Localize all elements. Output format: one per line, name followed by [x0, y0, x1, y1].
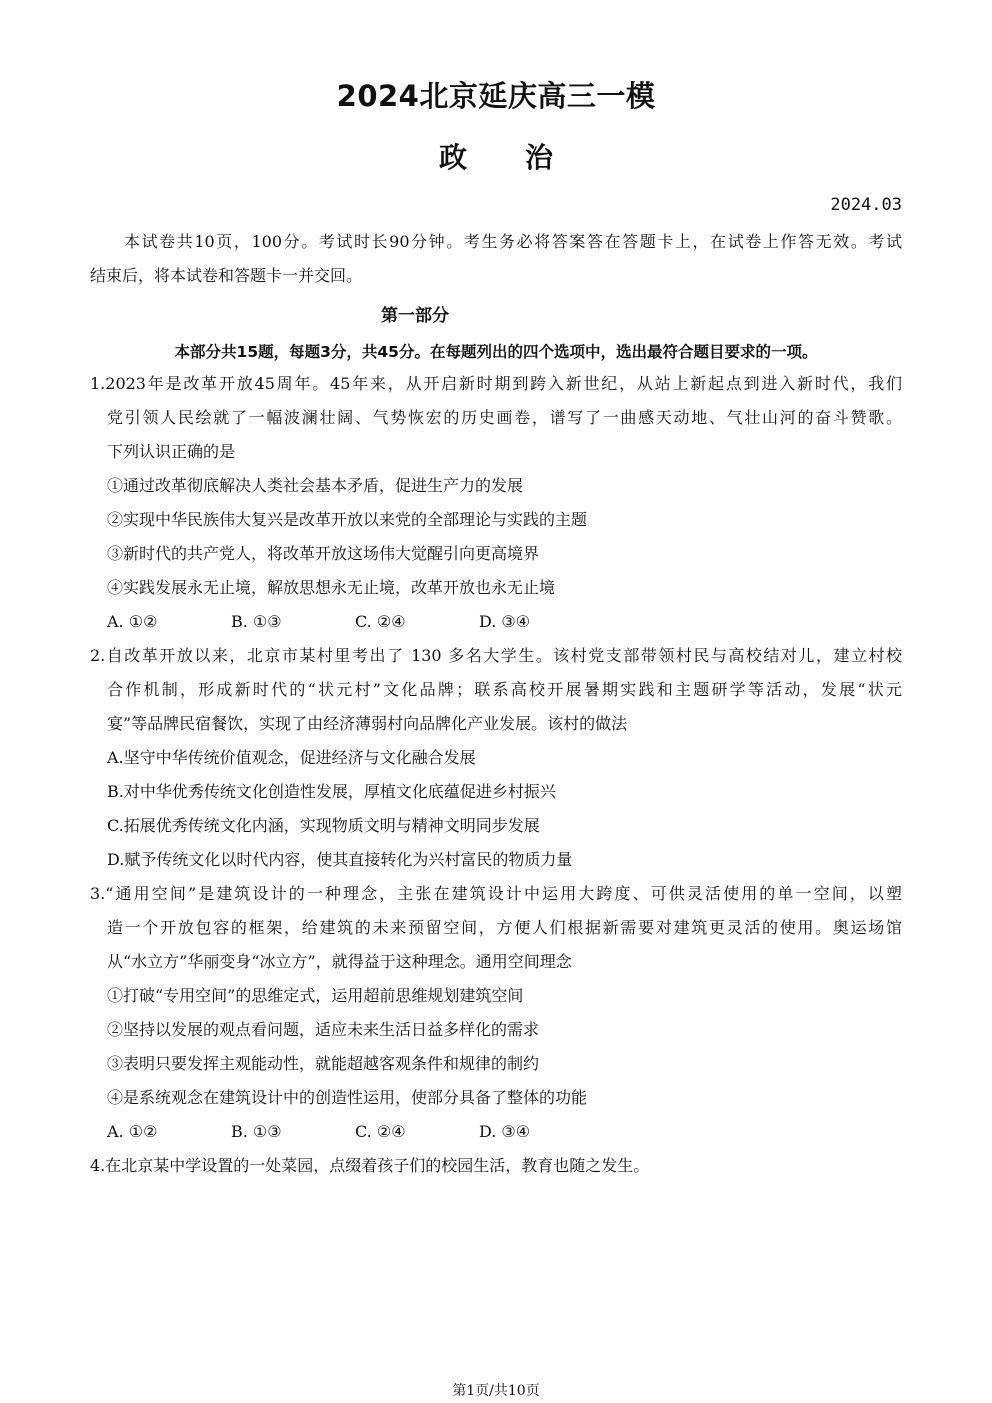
q2-option-c[interactable]: C.拓展优秀传统文化内涵，实现物质文明与精神文明同步发展	[107, 816, 540, 835]
q1-option-a[interactable]: A. ①②	[107, 612, 158, 631]
q3-stem-line-2: 造一个开放包容的框架，给建筑的未来预留空间，方便人们根据新需要对建筑更灵活的使用。奥运场馆	[107, 918, 902, 937]
q1-options	[107, 612, 603, 632]
q2-stem-line-1: 2.自改革开放以来，北京市某村里考出了 130 多名大学生。该村党支部带领村民与高校结对儿，建立村校	[90, 646, 902, 665]
exam-title: 2024北京延庆高三一模	[336, 79, 656, 113]
q3-statement-2: ②坚持以发展的观点看问题，适应未来生活日益多样化的需求	[107, 1020, 540, 1039]
q1-statement-2: ②实现中华民族伟大复兴是改革开放以来党的全部理论与实践的主题	[107, 510, 588, 529]
q3-statement-4: ④是系统观念在建筑设计中的创造性运用，使部分具备了整体的功能	[107, 1088, 588, 1107]
q2-stem-line-3: 宴”等品牌民宿餐饮，实现了由经济薄弱村向品牌化产业发展。该村的做法	[107, 714, 628, 733]
exam-date: 2024.03	[830, 195, 902, 215]
intro-line-2: 结束后，将本试卷和答题卡一并交回。	[90, 266, 363, 285]
subject-title: 政治	[438, 141, 611, 174]
q4-stem-line-1: 4.在北京某中学设置的一处菜园，点缀着孩子们的校园生活，教育也随之发生。	[90, 1156, 650, 1175]
q1-option-b[interactable]: B. ①③	[231, 612, 282, 631]
q2-stem-line-2: 合作机制，形成新时代的“状元村”文化品牌；联系高校开展暑期实践和主题研学等活动，发展“状元	[107, 680, 902, 699]
page-footer: 第1页/共10页	[452, 1383, 540, 1399]
q1-stem-line-1: 1.2023年是改革开放45周年。45年来，从开启新时期到跨入新世纪，从站上新起点到进入新时代，我们	[90, 374, 902, 393]
q2-option-d[interactable]: D.赋予传统文化以时代内容，使其直接转化为兴村富民的物质力量	[107, 850, 573, 869]
q1-stem-line-2: 党引领人民绘就了一幅波澜壮阔、气势恢宏的历史画卷，谱写了一曲感天动地、气壮山河的奋斗赞歌。	[107, 408, 902, 427]
q1-statement-1: ①通过改革彻底解决人类社会基本矛盾，促进生产力的发展	[107, 476, 524, 495]
q1-option-d[interactable]: D. ③④	[479, 612, 531, 631]
section-heading: 第一部分	[381, 306, 449, 326]
q3-options	[107, 1122, 603, 1142]
q3-stem-line-1: 3.“通用空间”是建筑设计的一种理念，主张在建筑设计中运用大跨度、可供灵活使用的单一空间，以塑	[90, 884, 902, 903]
q3-stem-line-3: 从“水立方”华丽变身“冰立方”，就得益于这种理念。通用空间理念	[107, 952, 572, 971]
q3-option-d[interactable]: D. ③④	[479, 1122, 531, 1141]
q3-statement-3: ③表明只要发挥主观能动性，就能超越客观条件和规律的制约	[107, 1054, 540, 1073]
q3-option-b[interactable]: B. ①③	[231, 1122, 282, 1141]
q1-stem-line-3: 下列认识正确的是	[107, 442, 236, 461]
q1-statement-3: ③新时代的共产党人，将改革开放这场伟大觉醒引向更高境界	[107, 544, 540, 563]
intro-line-1: 本试卷共10页，100分。考试时长90分钟。考生务必将答案答在答题卡上，在试卷上作答无效。考试	[124, 232, 902, 251]
section-instructions: 本部分共15题，每题3分，共45分。在每题列出的四个选项中，选出最符合题目要求的一项。	[174, 343, 818, 361]
q3-statement-1: ①打破“专用空间”的思维定式，运用超前思维规划建筑空间	[107, 986, 524, 1005]
q3-option-c[interactable]: C. ②④	[355, 1122, 406, 1141]
q3-option-a[interactable]: A. ①②	[107, 1122, 158, 1141]
q2-option-b[interactable]: B.对中华优秀传统文化创造性发展，厚植文化底蕴促进乡村振兴	[107, 782, 556, 801]
q1-option-c[interactable]: C. ②④	[355, 612, 406, 631]
q1-statement-4: ④实践发展永无止境，解放思想永无止境，改革开放也永无止境	[107, 578, 556, 597]
q2-option-a[interactable]: A.坚守中华传统价值观念，促进经济与文化融合发展	[107, 748, 476, 767]
